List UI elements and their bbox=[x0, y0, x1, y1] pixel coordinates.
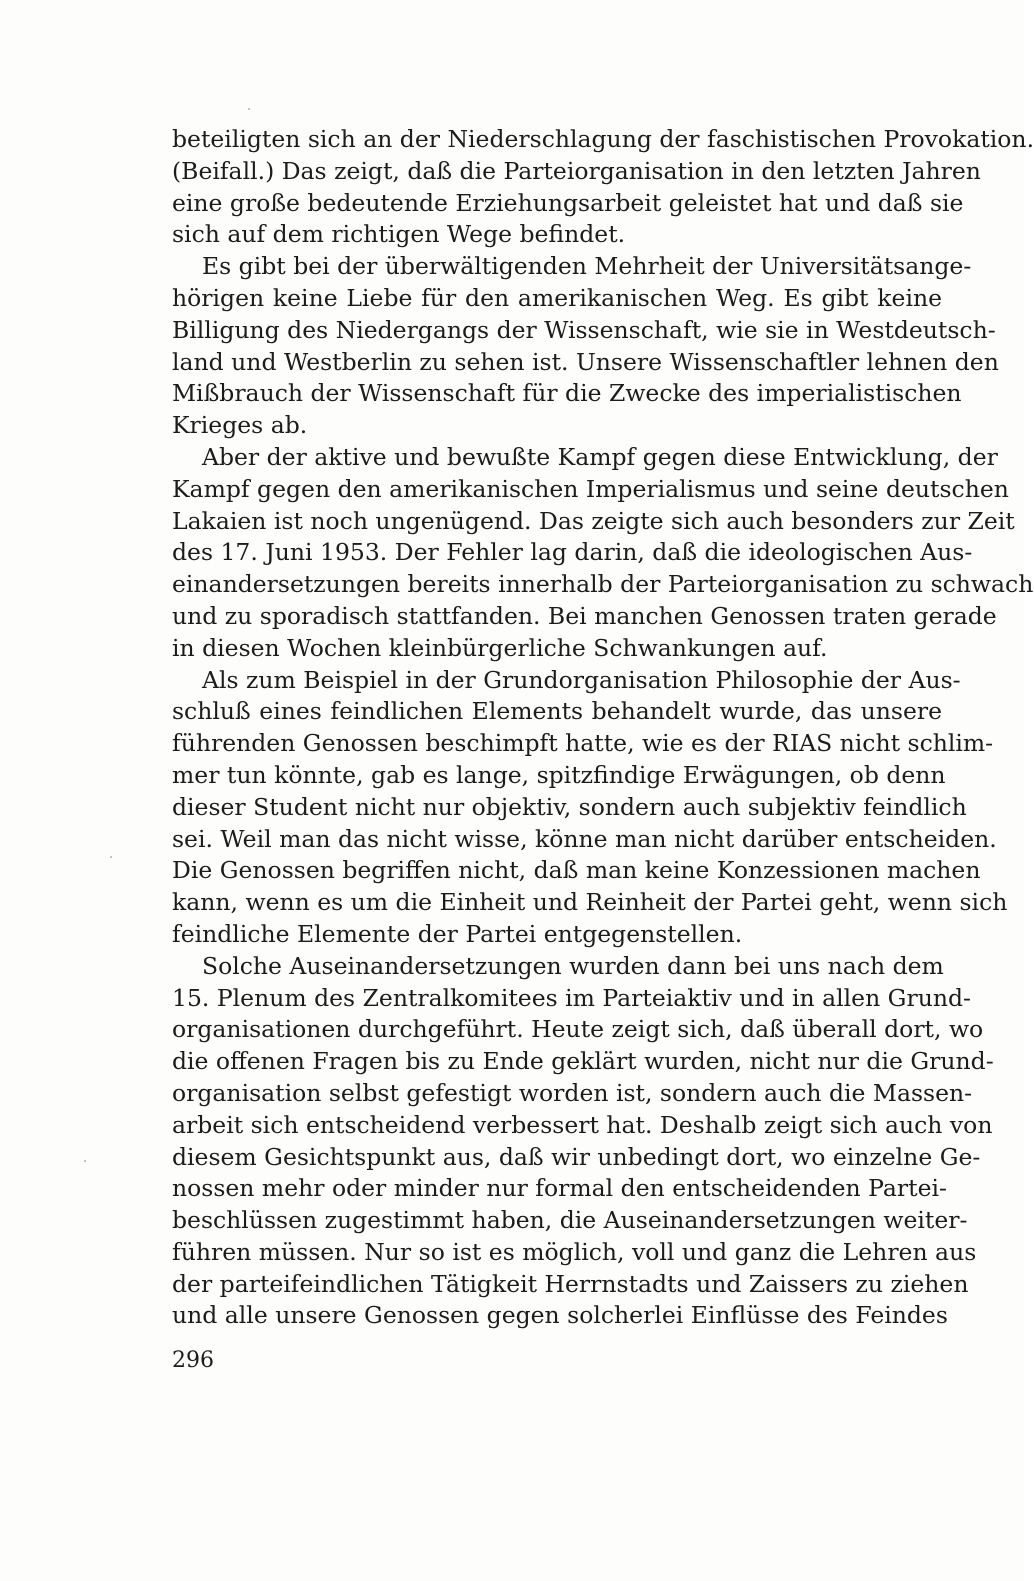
text-line: Billigung des Niedergangs der Wissenschaft, wie sie in Westdeutsch- bbox=[172, 315, 996, 344]
paragraph bbox=[172, 124, 1034, 251]
text-line: 15. Plenum des Zentralkomitees im Parteiaktiv und in allen Grund- bbox=[172, 983, 971, 1012]
text-line: organisation selbst gefestigt worden ist, sondern auch die Massen- bbox=[172, 1078, 973, 1107]
print-speck bbox=[84, 1160, 86, 1162]
text-line: feindliche Elemente der Partei entgegenstellen. bbox=[172, 919, 743, 948]
paragraph bbox=[172, 665, 1008, 951]
text-line: Lakaien ist noch ungenügend. Das zeigte sich auch besonders zur Zeit bbox=[172, 506, 1015, 535]
text-line: Kampf gegen den amerikanischen Imperialismus und seine deutschen bbox=[172, 474, 1009, 503]
text-line: der parteifeindlichen Tätigkeit Herrnstadts und Zaissers zu ziehen bbox=[172, 1269, 969, 1298]
text-line: diesem Gesichtspunkt aus, daß wir unbedingt dort, wo einzelne Ge- bbox=[172, 1142, 981, 1171]
text-line: mer tun könnte, gab es lange, spitzfindige Erwägungen, ob denn bbox=[172, 760, 946, 789]
print-speck bbox=[248, 108, 250, 110]
text-line: arbeit sich entscheidend verbessert hat. Deshalb zeigt sich auch von bbox=[172, 1110, 993, 1139]
text-line: und zu sporadisch stattfanden. Bei manchen Genossen traten gerade bbox=[172, 601, 997, 630]
text-line: und alle unsere Genossen gegen solcherlei Einflüsse des Feindes bbox=[172, 1301, 948, 1330]
text-line: des 17. Juni 1953. Der Fehler lag darin, daß die ideologischen Aus- bbox=[172, 538, 973, 567]
text-line: Aber der aktive und bewußte Kampf gegen diese Entwicklung, der bbox=[202, 442, 998, 471]
page-number: 296 bbox=[172, 1348, 214, 1373]
paragraph bbox=[172, 951, 994, 1333]
text-line: dieser Student nicht nur objektiv, sondern auch subjektiv feindlich bbox=[172, 792, 967, 821]
text-line: hörigen keine Liebe für den amerikanischen Weg. Es gibt keine bbox=[172, 283, 942, 312]
text-line: sei. Weil man das nicht wisse, könne man nicht darüber entscheiden. bbox=[172, 824, 997, 853]
text-line: Es gibt bei der überwältigenden Mehrheit der Universitätsange- bbox=[202, 252, 972, 281]
paragraph bbox=[172, 442, 1034, 665]
text-line: land und Westberlin zu sehen ist. Unsere Wissenschaftler lehnen den bbox=[172, 347, 999, 376]
text-line: führen müssen. Nur so ist es möglich, voll und ganz die Lehren aus bbox=[172, 1237, 977, 1266]
body-text bbox=[172, 124, 1034, 1332]
text-line: Als zum Beispiel in der Grundorganisation Philosophie der Aus- bbox=[202, 665, 961, 694]
print-speck bbox=[110, 856, 112, 858]
text-line: Die Genossen begriffen nicht, daß man keine Konzessionen machen bbox=[172, 856, 981, 885]
text-line: beteiligten sich an der Niederschlagung der faschistischen Provokation. bbox=[172, 125, 1034, 153]
paragraph bbox=[172, 251, 999, 442]
text-line: Solche Auseinandersetzungen wurden dann bei uns nach dem bbox=[202, 951, 944, 980]
text-line: die offenen Fragen bis zu Ende geklärt wurden, nicht nur die Grund- bbox=[172, 1047, 994, 1076]
text-line: (Beifall.) Das zeigt, daß die Parteiorganisation in den letzten Jahren bbox=[172, 156, 981, 185]
text-line: Krieges ab. bbox=[172, 411, 308, 440]
text-line: organisationen durchgeführt. Heute zeigt sich, daß überall dort, wo bbox=[172, 1015, 984, 1044]
text-line: eine große bedeutende Erziehungsarbeit geleistet hat und daß sie bbox=[172, 188, 964, 217]
text-line: führenden Genossen beschimpft hatte, wie es der RIAS nicht schlim- bbox=[172, 729, 994, 758]
text-line: beschlüssen zugestimmt haben, die Auseinandersetzungen weiter- bbox=[172, 1206, 968, 1235]
text-line: einandersetzungen bereits innerhalb der Parteiorganisation zu schwach bbox=[172, 570, 1034, 599]
text-line: in diesen Wochen kleinbürgerliche Schwankungen auf. bbox=[172, 633, 828, 662]
text-line: sich auf dem richtigen Wege befindet. bbox=[172, 220, 626, 249]
text-line: schluß eines feindlichen Elements behandelt wurde, das unsere bbox=[172, 697, 942, 726]
text-line: kann, wenn es um die Einheit und Reinheit der Partei geht, wenn sich bbox=[172, 888, 1008, 917]
text-line: Mißbrauch der Wissenschaft für die Zwecke des imperialistischen bbox=[172, 379, 962, 408]
text-line: nossen mehr oder minder nur formal den entscheidenden Partei- bbox=[172, 1174, 947, 1203]
